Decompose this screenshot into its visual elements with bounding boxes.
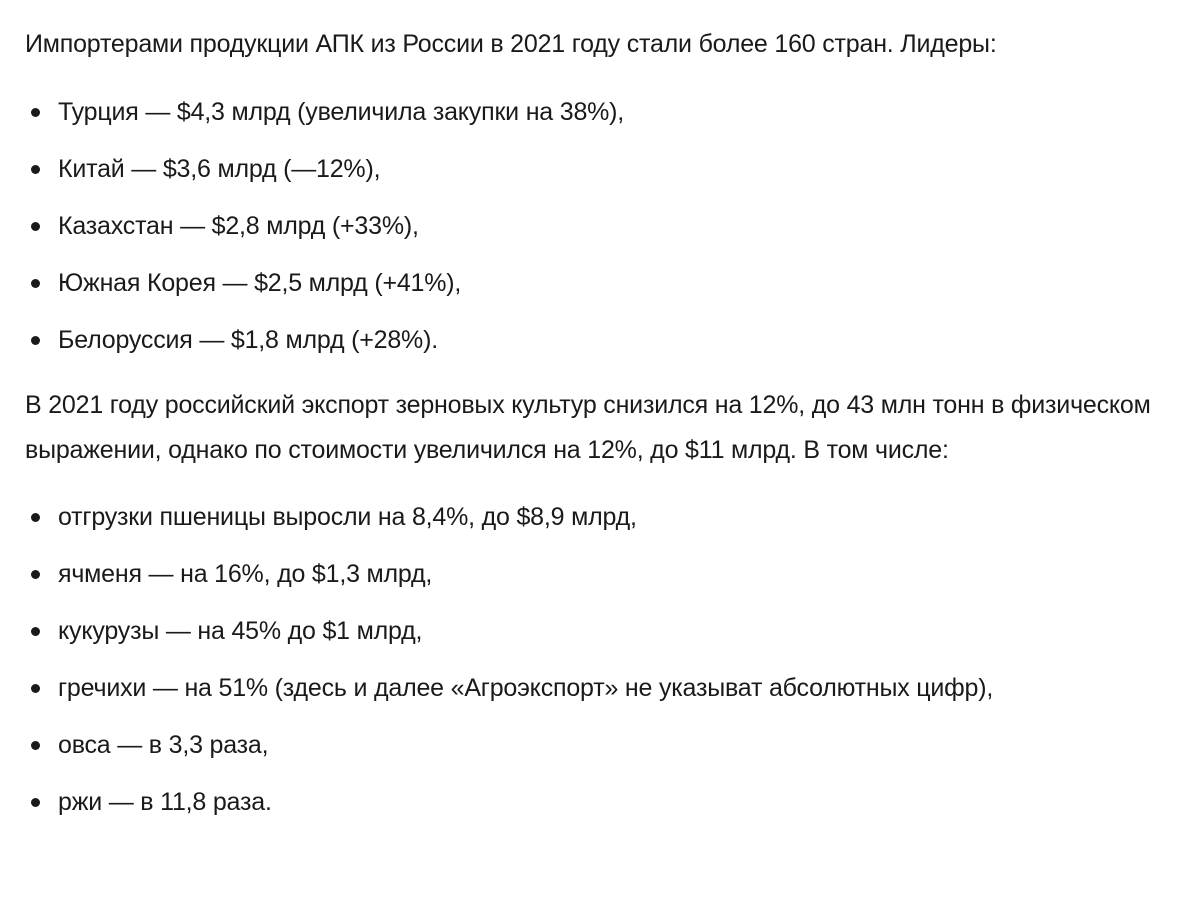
list-item (25, 312, 1155, 369)
grain-export-paragraph: В 2021 году российский экспорт зерновых культур снизился на 12%, до 43 млн тонн в физическом выражении, однако по стоимости увеличился на 12%, до $11 млрд. В том числе: (25, 391, 1151, 464)
list-item (25, 141, 1155, 198)
bullet-icon (31, 336, 40, 345)
bullet-icon (31, 741, 40, 750)
list-item (25, 546, 1155, 603)
list-item (25, 198, 1155, 255)
list-item (25, 660, 1155, 717)
list-item (25, 774, 1155, 831)
bullet-icon (31, 627, 40, 636)
bullet-icon (31, 798, 40, 807)
bullet-icon (31, 279, 40, 288)
list-item-text: Турция — $4,3 млрд (увеличила закупки на 38%), (58, 98, 625, 126)
list-item (25, 84, 1155, 141)
list-item-text: Казахстан — $2,8 млрд (+33%), (58, 212, 419, 240)
list-item-text: Белоруссия — $1,8 млрд (+28%). (58, 326, 438, 354)
importers-list (25, 84, 1155, 369)
list-item-text: Китай — $3,6 млрд (—12%), (58, 155, 381, 183)
list-item (25, 255, 1155, 312)
list-item-text: овса — в 3,3 раза, (58, 731, 269, 759)
grain-export-list (25, 489, 1155, 831)
list-item-text: ржи — в 11,8 раза. (58, 788, 272, 816)
list-item (25, 603, 1155, 660)
list-item (25, 489, 1155, 546)
list-item-text: отгрузки пшеницы выросли на 8,4%, до $8,9 млрд, (58, 503, 637, 531)
bullet-icon (31, 570, 40, 579)
intro-paragraph: Импортерами продукции АПК из России в 2021 году стали более 160 стран. Лидеры: (25, 30, 997, 58)
article-body (25, 22, 1155, 831)
bullet-icon (31, 684, 40, 693)
bullet-icon (31, 222, 40, 231)
bullet-icon (31, 108, 40, 117)
list-item (25, 717, 1155, 774)
list-item-text: кукурузы — на 45% до $1 млрд, (58, 617, 423, 645)
bullet-icon (31, 513, 40, 522)
list-item-text: гречихи — на 51% (здесь и далее «Агроэкспорт» не указыват абсолютных цифр), (58, 674, 994, 702)
list-item-text: ячменя — на 16%, до $1,3 млрд, (58, 560, 433, 588)
list-item-text: Южная Корея — $2,5 млрд (+41%), (58, 269, 462, 297)
bullet-icon (31, 165, 40, 174)
